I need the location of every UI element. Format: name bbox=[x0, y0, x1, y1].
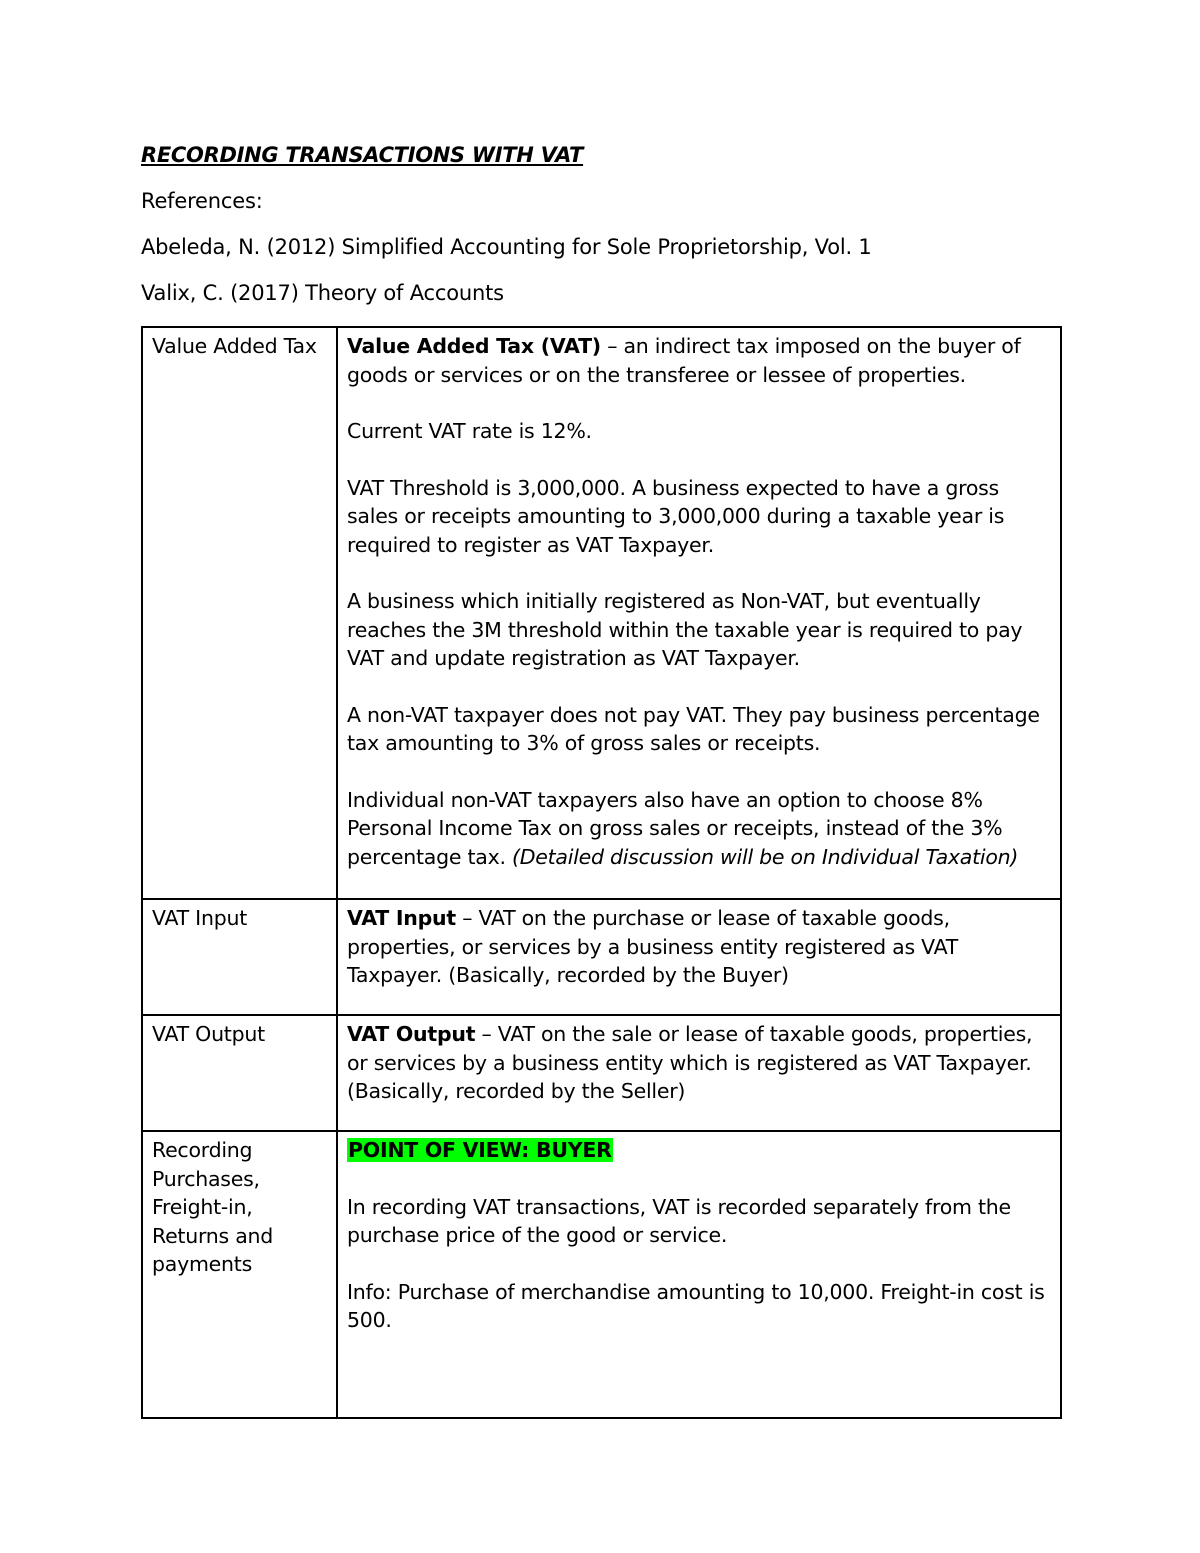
definition-paragraph bbox=[347, 332, 1052, 389]
paragraph-income-tax-option bbox=[347, 786, 1052, 872]
definition-paragraph bbox=[347, 1020, 1052, 1106]
point-of-view-heading bbox=[347, 1136, 1052, 1165]
definition-term: VAT Output bbox=[347, 1022, 476, 1046]
paragraph-vat-rate: Current VAT rate is 12%. bbox=[347, 419, 592, 443]
highlighted-heading: POINT OF VIEW: BUYER bbox=[348, 1138, 612, 1162]
paragraph-percentage-tax: A non-VAT taxpayer does not pay VAT. They pay business percentage tax amounting to 3% of gross sales or receipts. bbox=[347, 702, 1040, 755]
table-row-vat-input bbox=[142, 899, 1061, 1015]
table-row-vat-output bbox=[142, 1015, 1061, 1131]
term-cell: VAT Input bbox=[142, 899, 337, 1015]
references-heading: References: bbox=[141, 189, 263, 213]
definition-text: – VAT on the purchase or lease of taxable goods, properties, or services by a business entity registered as VAT Taxpayer. (Basically, recorded by the Buyer) bbox=[347, 906, 959, 987]
document-title: RECORDING TRANSACTIONS WITH VAT bbox=[141, 143, 584, 167]
reference-item: Valix, C. (2017) Theory of Accounts bbox=[141, 281, 504, 305]
term-cell: Recording Purchases, Freight-in, Returns and payments bbox=[142, 1131, 337, 1418]
vat-definitions-table bbox=[141, 326, 1062, 1419]
table-row-recording-purchases bbox=[142, 1131, 1061, 1418]
definition-text: – an indirect tax imposed on the buyer of goods or services or on the transferee or lessee of properties. bbox=[347, 334, 1021, 387]
definition-cell bbox=[337, 899, 1061, 1015]
definition-term: VAT Input bbox=[347, 906, 456, 930]
definition-term: Value Added Tax (VAT) bbox=[347, 334, 601, 358]
income-tax-option-text: Individual non-VAT taxpayers also have an option to choose 8% Personal Income Tax on gross sales or receipts, instead of the 3% percentage tax. bbox=[347, 787, 1003, 869]
table-row-value-added-tax bbox=[142, 327, 1061, 899]
definition-paragraph bbox=[347, 904, 1052, 990]
paragraph-vat-threshold: VAT Threshold is 3,000,000. A business expected to have a gross sales or receipts amounting to 3,000,000 during a taxable year is required to register as VAT Taxpayer. bbox=[347, 475, 1005, 557]
paragraph-recording-vat: In recording VAT transactions, VAT is recorded separately from the purchase price of the good or service. bbox=[347, 1194, 1011, 1247]
term-cell: VAT Output bbox=[142, 1015, 337, 1131]
definition-text: – VAT on the sale or lease of taxable goods, properties, or services by a business entity which is registered as VAT Taxpayer. (Basically, recorded by the Seller) bbox=[347, 1022, 1033, 1103]
paragraph-purchase-info: Info: Purchase of merchandise amounting to 10,000. Freight-in cost is 500. bbox=[347, 1279, 1045, 1332]
reference-item: Abeleda, N. (2012) Simplified Accounting for Sole Proprietorship, Vol. 1 bbox=[141, 235, 872, 259]
definition-cell bbox=[337, 1131, 1061, 1418]
income-tax-option-note: (Detailed discussion will be on Individual Taxation) bbox=[512, 844, 1019, 869]
term-cell: Value Added Tax bbox=[142, 327, 337, 899]
definition-cell bbox=[337, 327, 1061, 899]
paragraph-non-vat-registration: A business which initially registered as Non-VAT, but eventually reaches the 3M threshold within the taxable year is required to pay VAT and update registration as VAT Taxpayer. bbox=[347, 589, 1023, 670]
definition-cell bbox=[337, 1015, 1061, 1131]
